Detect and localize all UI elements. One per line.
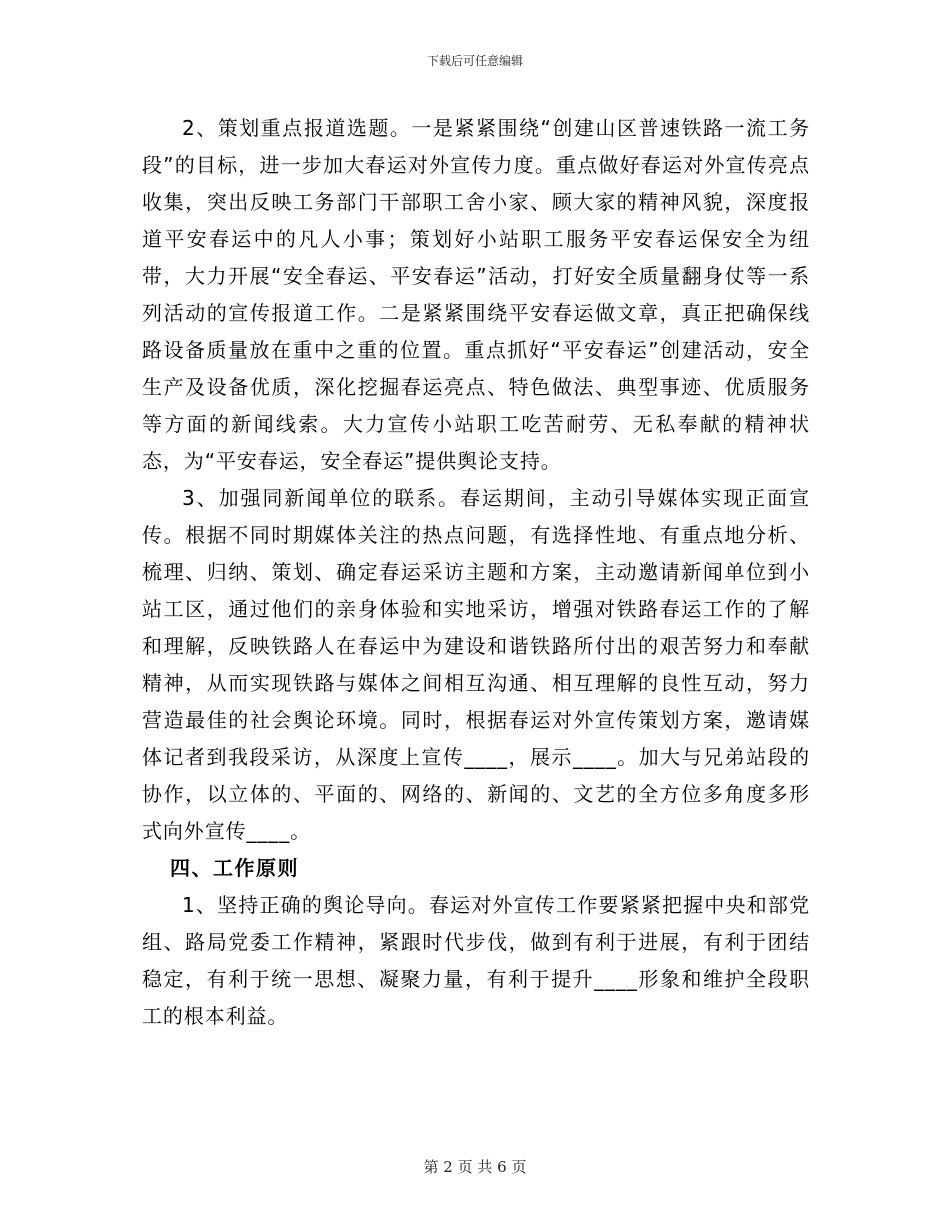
page-header: 下载后可任意编辑: [426, 54, 523, 68]
page-number: 第 2 页 共 6 页: [423, 1158, 527, 1176]
paragraph-media-liaison: 3、加强同新闻单位的联系。春运期间，主动引导媒体实现正面宣传。根据不同时期媒体关注的热点问题，有选择性地、有重点地分析、梳理、归纳、策划、确定春运采访主题和方案，主动邀请新闻单位到小站工区，通过他们的亲身体验和实地采访，增强对铁路春运工作的了解和理解，反映铁路人在春运中为建设和谐铁路所付出的艰苦努力和奉献精神，从而实现铁路与媒体之间相互沟通、相互理解的良性互动，努力营造最佳的社会舆论环境。同时，根据春运对外宣传策划方案，邀请媒体记者到我段采访，从深度上宣传____，展示____。加大与兄弟站段的协作，以立体的、平面的、网络的、新闻的、文艺的全方位多角度多形式向外宣传____。: [142, 486, 810, 843]
section-heading: 四、工作原则: [170, 856, 299, 880]
paragraph-news-topics: 2、策划重点报道选题。一是紧紧围绕“创建山区普速铁路一流工务段”的目标，进一步加大春运对外宣传力度。重点做好春运对外宣传亮点收集，突出反映工务部门干部职工舍小家、顾大家的精神风貌，深度报道平安春运中的凡人小事；策划好小站职工服务平安春运保安全为纽带，大力开展“安全春运、平安春运”活动，打好安全质量翻身仗等一系列活动的宣传报道工作。二是紧紧围绕平安春运做文章，真正把确保线路设备质量放在重中之重的位置。重点抓好“平安春运”创建活动，安全生产及设备优质，深化挖掘春运亮点、特色做法、典型事迹、优质服务等方面的新闻线索。大力宣传小站职工吃苦耐劳、无私奉献的精神状态，为“平安春运，安全春运”提供舆论支持。: [142, 116, 810, 473]
document-body: [142, 110, 810, 1035]
paragraph-public-opinion: 1、坚持正确的舆论导向。春运对外宣传工作要紧紧把握中央和部党组、路局党委工作精神，紧跟时代步伐，做到有利于进展，有利于团结稳定，有利于统一思想、凝聚力量，有利于提升____形象和维护全段职工的根本利益。: [142, 893, 810, 1028]
